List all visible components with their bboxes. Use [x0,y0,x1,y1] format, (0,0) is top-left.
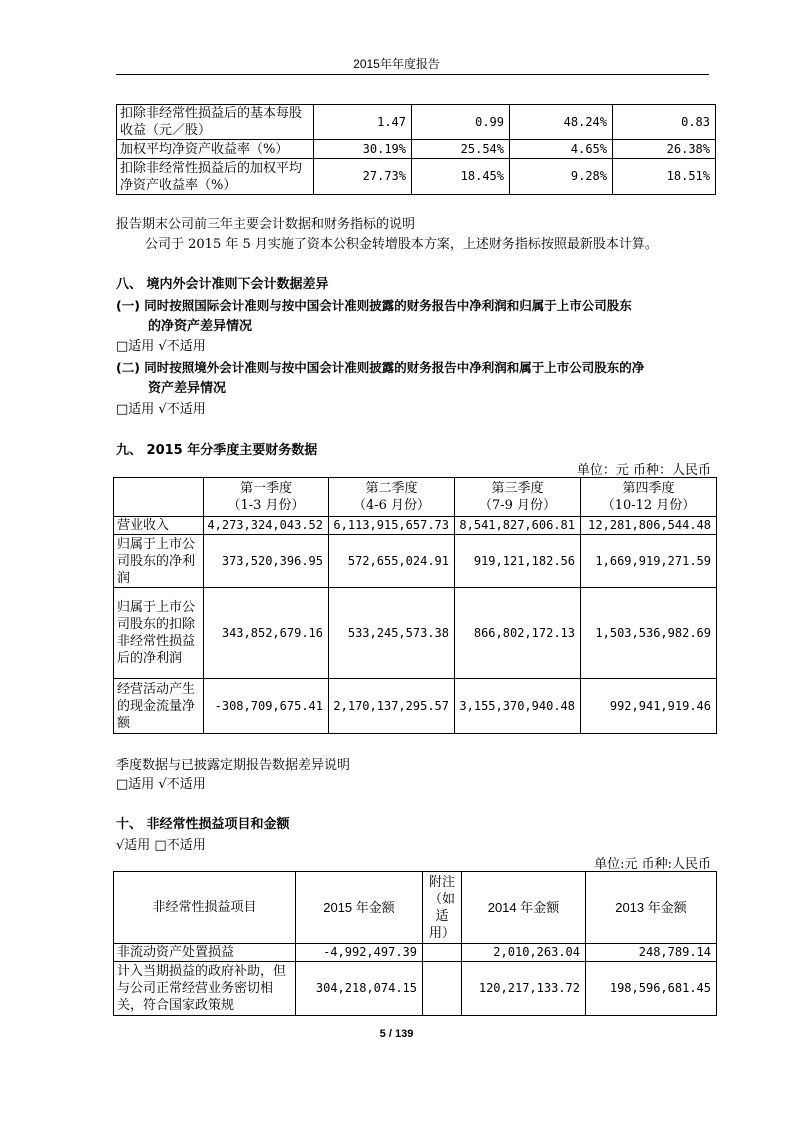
table-row [117,140,716,159]
table-row [114,517,717,535]
row-label: 扣除非经常性损益后的基本每股收益（元／股） [117,105,314,140]
cell-note [423,962,462,1016]
section10-unit: 单位:元 币种:人民币 [594,857,711,872]
table-row [114,679,717,734]
cell-value: 248,789.14 [586,944,717,962]
cell-note [423,944,462,962]
header-q1: 第一季度 （1-3 月份） [204,478,329,517]
cell-value: 30.19% [314,140,412,159]
cell-value: 120,217,133.72 [462,962,586,1016]
header-2014: 2014 年金额 [462,872,586,944]
section8-sub2-check: □适用 √不适用 [116,402,206,417]
cell-value: 18.45% [412,159,510,195]
cell-value: 26.38% [613,140,716,159]
cell-value: 9.28% [510,159,613,195]
cell-value: 8,541,827,606.81 [455,517,581,535]
section8-sub1-line2: 的净资产差异情况 [148,319,253,334]
header-note: 附注（如适用） [423,872,462,944]
header-divider [116,74,709,75]
cell-value: 1,669,919,271.59 [581,535,717,588]
cell-value: 866,802,172.13 [455,588,581,679]
cell-value: 572,655,024.91 [329,535,455,588]
cell-value: 25.54% [412,140,510,159]
section8-sub2-line2: 资产差异情况 [148,381,227,396]
section9-title: 九、 2015 年分季度主要财务数据 [116,443,318,458]
section8-sub2-line1: (二) 同时按照境外会计准则与按中国会计准则披露的财务报告中净利润和属于上市公司股东的净 [116,360,645,375]
header-empty-cell [114,478,204,517]
table-row [114,944,717,962]
cell-value: 3,155,370,940.48 [455,679,581,734]
cell-value: 992,941,919.46 [581,679,717,734]
cell-value: 533,245,573.38 [329,588,455,679]
cell-value: -4,992,497.39 [296,944,423,962]
cell-value: 0.99 [412,105,510,140]
header-q4: 第四季度 （10-12 月份） [581,478,717,517]
non-recurring-items-table [113,871,717,1016]
cell-value: 27.73% [314,159,412,195]
cell-value: 343,852,679.16 [204,588,329,679]
row-label: 归属于上市公司股东的净利润 [114,535,204,588]
table-header-row [114,478,717,517]
table-row [117,159,716,195]
quarterly-diff-title: 季度数据与已披露定期报告数据差异说明 [116,758,351,773]
cell-value: -308,709,675.41 [204,679,329,734]
cell-value: 48.24% [510,105,613,140]
cell-value: 304,218,074.15 [296,962,423,1016]
cell-value: 6,113,915,657.73 [329,517,455,535]
table-row [114,535,717,588]
cell-value: 919,121,182.56 [455,535,581,588]
cell-value: 1.47 [314,105,412,140]
cell-value: 18.51% [613,159,716,195]
explain-body: 公司于 2015 年 5 月实施了资本公积金转增股本方案，上述财务指标按照最新股本计算。 [145,237,658,252]
section9-unit: 单位：元 币种：人民币 [576,463,711,478]
header-item: 非经常性损益项目 [114,872,296,944]
section8-sub1-check: □适用 √不适用 [116,339,206,354]
header-2015: 2015 年金额 [296,872,423,944]
section8-sub1-line1: (一) 同时按照国际会计准则与按中国会计准则披露的财务报告中净利润和归属于上市公司股东 [116,298,632,313]
explain-title: 报告期末公司前三年主要会计数据和财务指标的说明 [116,217,416,232]
section10-check: √适用 □不适用 [116,838,206,853]
table-row [117,105,716,140]
header-q3: 第三季度 （7-9 月份） [455,478,581,517]
row-label: 经营活动产生的现金流量净额 [114,679,204,734]
row-label: 非流动资产处置损益 [114,944,296,962]
row-label: 归属于上市公司股东的扣除非经常性损益后的净利润 [114,588,204,679]
quarterly-diff-check: □适用 √不适用 [116,777,206,792]
table-row [114,588,717,679]
report-header-title: 2015年年度报告 [353,57,440,71]
row-label: 加权平均净资产收益率（%） [117,140,314,159]
row-label: 营业收入 [114,517,204,535]
cell-value: 198,596,681.45 [586,962,717,1016]
header-2013: 2013 年金额 [586,872,717,944]
cell-value: 4,273,324,043.52 [204,517,329,535]
cell-value: 2,170,137,295.57 [329,679,455,734]
cell-value: 373,520,396.95 [204,535,329,588]
cell-value: 4.65% [510,140,613,159]
section8-title: 八、 境内外会计准则下会计数据差异 [116,277,329,292]
table-header-row [114,872,717,944]
header-q2: 第二季度 （4-6 月份） [329,478,455,517]
cell-value: 12,281,806,544.48 [581,517,717,535]
cell-value: 2,010,263.04 [462,944,586,962]
financial-indicators-table [116,104,716,195]
row-label: 计入当期损益的政府补助，但与公司正常经营业务密切相关，符合国家政策规 [114,962,296,1016]
quarterly-data-table [113,477,717,734]
cell-value: 1,503,536,982.69 [581,588,717,679]
cell-value: 0.83 [613,105,716,140]
table-row [114,962,717,1016]
page-number: 5 / 139 [379,1028,414,1040]
section10-title: 十、 非经常性损益项目和金额 [116,817,290,832]
row-label: 扣除非经常性损益后的加权平均净资产收益率（%） [117,159,314,195]
